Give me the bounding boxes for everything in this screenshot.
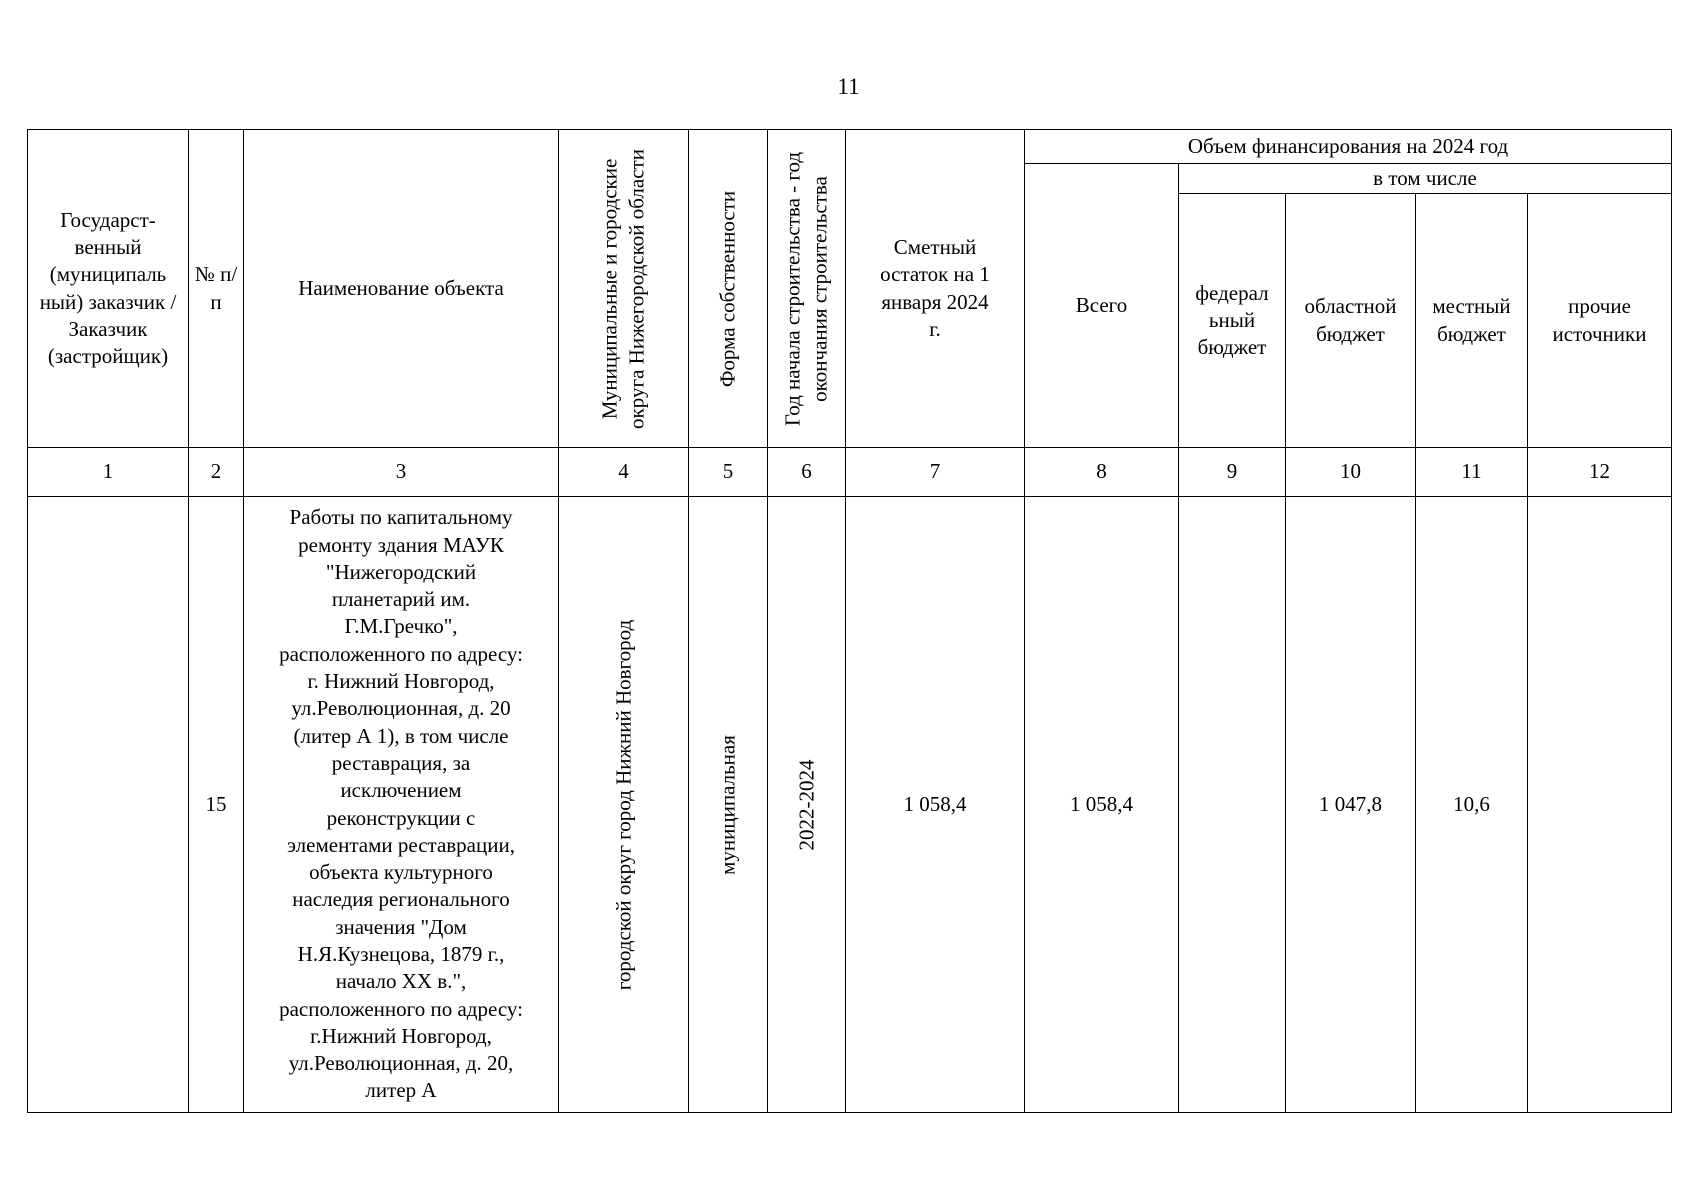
column-number: 6 (768, 448, 846, 497)
object-name-line: расположенного по адресу: (279, 641, 523, 666)
column-numbers-row (28, 448, 1672, 497)
header-total: Всего (1025, 164, 1179, 448)
table-row (28, 497, 1672, 1113)
cell-district: городской округ город Нижний Новгород (559, 497, 689, 1113)
object-name-line: наследия регионального (292, 887, 510, 912)
cell-object-name (244, 497, 559, 1113)
header-remainder: Сметный остаток на 1 января 2024 г. (846, 130, 1025, 448)
cell-other (1528, 497, 1672, 1113)
column-number: 10 (1286, 448, 1416, 497)
header-object-name: Наименование объекта (244, 130, 559, 448)
object-name-line: планетарий им. (331, 587, 471, 612)
object-name-line: ул.Революционная, д. 20, (288, 1051, 514, 1076)
header-local: местный бюджет (1416, 194, 1528, 448)
investment-objects-table (27, 129, 1672, 1113)
column-number: 12 (1528, 448, 1672, 497)
header-districts: Муниципальные и городские округа Нижегородской области (559, 130, 689, 448)
object-name-line: элементами реставрации, (287, 832, 515, 857)
cell-ownership: муниципальная (689, 497, 768, 1113)
header-num: № п/п (189, 130, 244, 448)
column-number: 5 (689, 448, 768, 497)
object-name-line: Работы по капитальному (289, 505, 513, 530)
column-number: 8 (1025, 448, 1179, 497)
object-name-line: г.Нижний Новгород, (310, 1023, 492, 1048)
cell-local: 10,6 (1416, 497, 1528, 1113)
column-number: 4 (559, 448, 689, 497)
cell-customer (28, 497, 189, 1113)
header-regional: областной бюджет (1286, 194, 1416, 448)
cell-federal (1179, 497, 1286, 1113)
cell-years: 2022-2024 (768, 497, 846, 1113)
column-number: 11 (1416, 448, 1528, 497)
object-name-line: (литер А 1), в том числе (293, 723, 509, 748)
object-name-line: реконструкции с (326, 805, 476, 830)
header-row-1 (28, 130, 1672, 164)
column-number: 3 (244, 448, 559, 497)
object-name-line: начало XX в.", (335, 969, 467, 994)
object-name-line: ул.Революционная, д. 20 (291, 696, 511, 721)
object-name-line: реставрация, за (331, 750, 471, 775)
object-name-line: литер А (365, 1078, 437, 1103)
column-number: 9 (1179, 448, 1286, 497)
cell-num: 15 (189, 497, 244, 1113)
object-name-line: г. Нижний Новгород, (307, 669, 495, 694)
object-name-line: расположенного по адресу: (279, 996, 523, 1021)
object-name-line: значения "Дом (335, 914, 467, 939)
object-name-line: исключением (340, 778, 462, 803)
object-name-line: Г.М.Гречко", (344, 614, 458, 639)
column-number: 1 (28, 448, 189, 497)
header-ownership: Форма собственности (689, 130, 768, 448)
object-name-line: объекта культурного (309, 860, 493, 885)
header-financing: Объем финансирования на 2024 год (1025, 130, 1672, 164)
object-name-line: Н.Я.Кузнецова, 1879 г., (297, 941, 505, 966)
header-other: прочие источники (1528, 194, 1672, 448)
header-including: в том числе (1179, 164, 1672, 194)
page-number: 11 (837, 74, 860, 99)
object-name-line: ремонту здания МАУК (298, 532, 504, 557)
header-years: Год начала строительства - год окончания строительства (768, 130, 846, 448)
column-number: 7 (846, 448, 1025, 497)
cell-regional: 1 047,8 (1286, 497, 1416, 1113)
object-name-line: "Нижегородский (325, 559, 477, 584)
header-customer: Государст-венный (муниципаль ный) заказчик / Заказчик (застройщик) (28, 130, 189, 448)
cell-remainder: 1 058,4 (846, 497, 1025, 1113)
header-federal: федерал ьный бюджет (1179, 194, 1286, 448)
cell-total: 1 058,4 (1025, 497, 1179, 1113)
column-number: 2 (189, 448, 244, 497)
